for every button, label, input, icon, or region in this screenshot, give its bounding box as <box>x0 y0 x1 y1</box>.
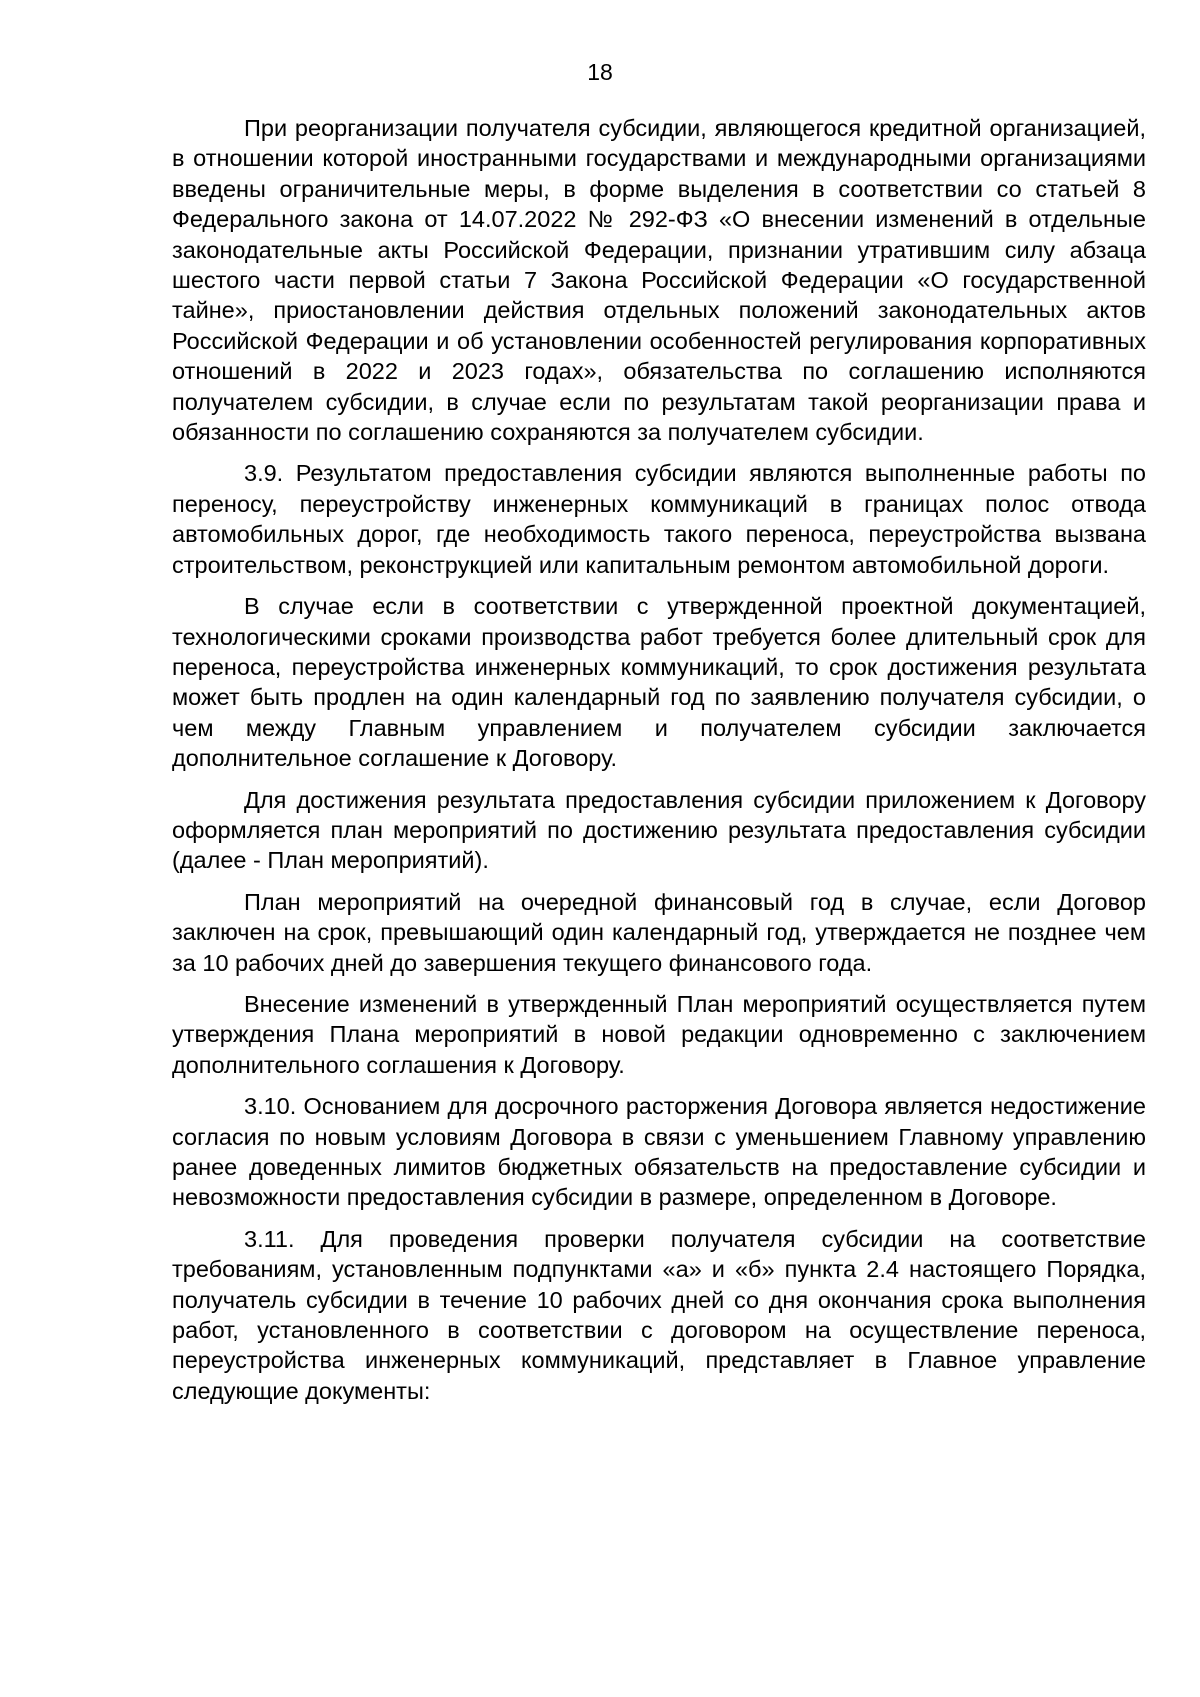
paragraph-term-extension: В случае если в соответствии с утвержденной проектной документацией, технологическими сроками производства работ требуется более длительный срок для переноса, переустройства инженерных коммуникаций, то срок достижения результата может быть продлен на один календарный год по заявлению получателя субсидии, о чем между Главным управлением и получателем субсидии заключается дополнительное соглашение к Договору. <box>172 593 1146 772</box>
paragraph-3-9-result: 3.9. Результатом предоставления субсидии являются выполненные работы по переносу, переустройству инженерных коммуникаций в границах полос отвода автомобильных дорог, где необходимость такого переноса, переустройства вызвана строительством, реконструкцией или капитальным ремонтом автомобильной дороги. <box>172 460 1146 578</box>
document-body <box>172 113 1146 1417</box>
paragraph-action-plan: Для достижения результата предоставления субсидии приложением к Договору оформляется план мероприятий по достижению результата предоставления субсидии (далее - План мероприятий). <box>172 786 1146 874</box>
paragraph-3-10-termination: 3.10. Основанием для досрочного расторжения Договора является недостижение согласия по новым условиям Договора в связи с уменьшением Главному управлению ранее доведенных лимитов бюджетных обязательств на предоставление субсидии и невозможности предоставления субсидии в размере, определенном в Договоре. <box>172 1093 1146 1211</box>
page-number: 18 <box>587 59 613 85</box>
paragraph-plan-approval: План мероприятий на очередной финансовый год в случае, если Договор заключен на срок, превышающий один календарный год, утверждается не позднее чем за 10 рабочих дней до завершения текущего финансового года. <box>172 888 1146 976</box>
paragraph-plan-changes: Внесение изменений в утвержденный План мероприятий осуществляется путем утверждения Плана мероприятий в новой редакции одновременно с заключением дополнительного соглашения к Договору. <box>172 990 1146 1078</box>
paragraph-3-11-verification: 3.11. Для проведения проверки получателя субсидии на соответствие требованиям, установленным подпунктами «а» и «б» пункта 2.4 настоящего Порядка, получатель субсидии в течение 10 рабочих дней со дня окончания срока выполнения работ, установленного в соответствии с договором на осуществление переноса, переустройства инженерных коммуникаций, представляет в Главное управление следующие документы: <box>172 1225 1146 1404</box>
paragraph-reorganization: При реорганизации получателя субсидии, являющегося кредитной организацией, в отношении которой иностранными государствами и международными организациями введены ограничительные меры, в форме выделения в соответствии со статьей 8 Федерального закона от 14.07.2022 № 292-ФЗ «О внесении изменений в отдельные законодательные акты Российской Федерации, признании утратившим силу абзаца шестого части первой статьи 7 Закона Российской Федерации «О государственной тайне», приостановлении действия отдельных положений законодательных актов Российской Федерации и об установлении особенностей регулирования корпоративных отношений в 2022 и 2023 годах», обязательства по соглашению исполняются получателем субсидии, в случае если по результатам такой реорганизации права и обязанности по соглашению сохраняются за получателем субсидии. <box>172 115 1146 446</box>
